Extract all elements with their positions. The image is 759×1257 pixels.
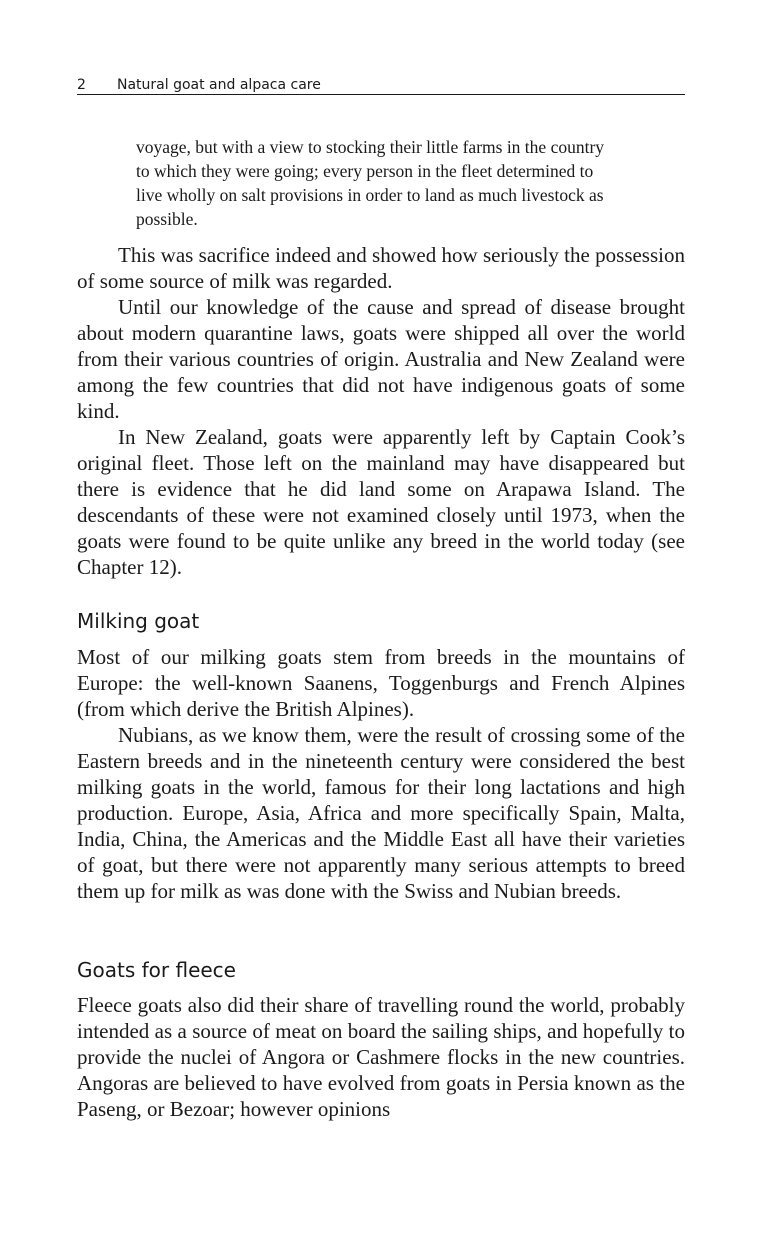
body-section-history	[77, 242, 685, 580]
body-section-goats-for-fleece	[77, 992, 685, 1122]
block-quote: voyage, but with a view to stocking their little farms in the country to which they were going; every person in the fleet determined to live wholly on salt provisions in order to land as much livestock as possible.	[136, 137, 605, 229]
page-number: 2	[77, 77, 86, 93]
body-section-milking-goat	[77, 644, 685, 904]
running-head	[77, 76, 685, 95]
section-heading-milking-goat: Milking goat	[77, 609, 200, 633]
paragraph: Nubians, as we know them, were the result of crossing some of the Eastern breeds and in the nineteenth century were considered the best milking goats in the world, famous for their long lactations and high production. Europe, Asia, Africa and more specifically Spain, Malta, India, China, the Americas and the Middle East all have their varieties of goat, but there were not apparently many serious attempts to breed them up for milk as was done with the Swiss and Nubian breeds.	[77, 723, 685, 903]
paragraph: Until our knowledge of the cause and spread of disease brought about modern quarantine laws, goats were shipped all over the world from their various countries of origin. Australia and New Zealand were among the few countries that did not have indigenous goats of some kind.	[77, 295, 685, 423]
paragraph: In New Zealand, goats were apparently left by Captain Cook’s original fleet. Those left on the mainland may have disappeared but there is evidence that he did land some on Arapawa Island. The descendants of these were not examined closely until 1973, when the goats were found to be quite unlike any breed in the world today (see Chapter 12).	[77, 425, 685, 579]
section-heading-goats-for-fleece: Goats for fleece	[77, 958, 236, 982]
paragraph: This was sacrifice indeed and showed how seriously the possession of some source of milk was regarded.	[77, 243, 685, 293]
paragraph: Fleece goats also did their share of travelling round the world, probably intended as a source of meat on board the sailing ships, and hopefully to provide the nuclei of Angora or Cashmere flocks in the new countries. Angoras are believed to have evolved from goats in Persia known as the Paseng, or Bezoar; however opinions	[77, 993, 685, 1121]
running-head-title: Natural goat and alpaca care	[117, 77, 321, 93]
paragraph: Most of our milking goats stem from breeds in the mountains of Europe: the well-known Saanens, Toggenburgs and French Alpines (from which derive the British Alpines).	[77, 645, 685, 721]
